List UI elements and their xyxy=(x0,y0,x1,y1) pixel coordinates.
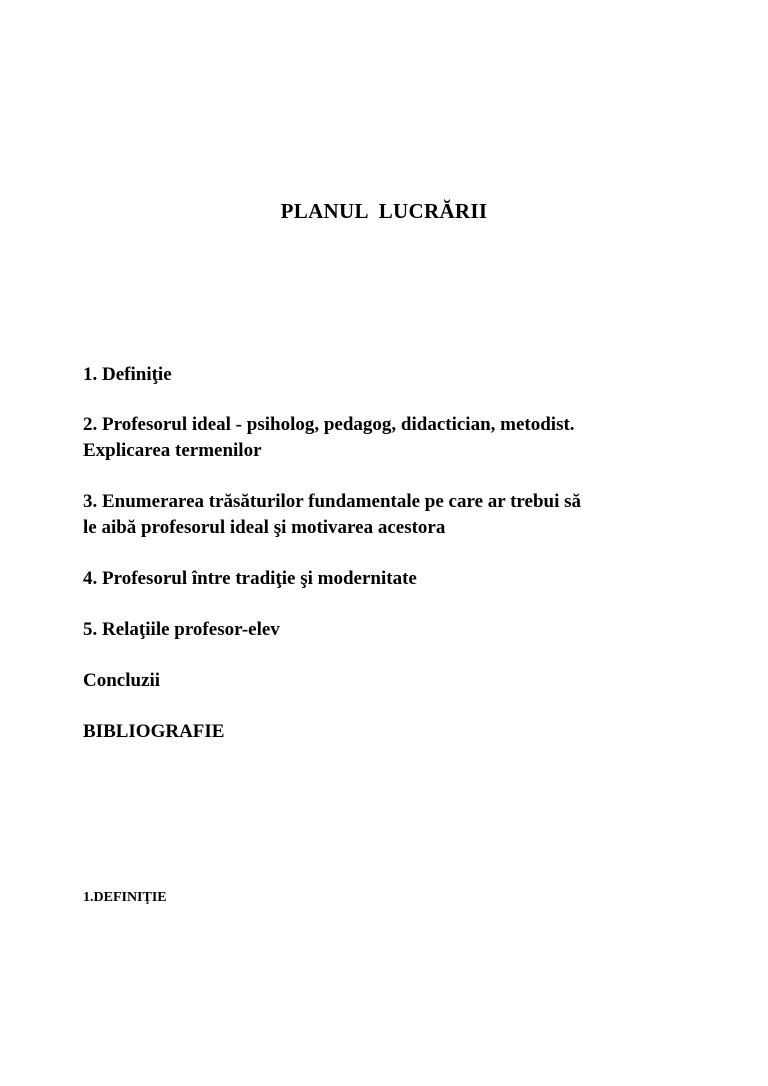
toc-item-definition xyxy=(83,362,703,388)
toc-item-conclusions xyxy=(83,668,703,694)
toc-item-line: 2. Profesorul ideal - psiholog, pedagog, didactician, metodist. xyxy=(83,414,575,435)
toc-item-relations xyxy=(83,617,703,643)
toc-item-line: le aibă profesorul ideal şi motivarea acestora xyxy=(83,517,446,538)
section-heading: 1.DEFINIŢIE xyxy=(83,890,167,905)
toc-item-tradition xyxy=(83,566,703,592)
toc-item-label: BIBLIOGRAFIE xyxy=(83,721,225,742)
toc-item-bibliography xyxy=(83,719,703,745)
toc-item-ideal-teacher xyxy=(83,412,703,464)
page-title: PLANUL LUCRĂRII xyxy=(280,199,488,223)
toc-item-label: Concluzii xyxy=(83,670,161,691)
toc-item-traits xyxy=(83,489,703,541)
toc-item-label: 1. Definiţie xyxy=(83,364,172,385)
toc-item-label: 5. Relaţiile profesor-elev xyxy=(83,619,280,640)
toc-item-line: 3. Enumerarea trăsăturilor fundamentale pe care ar trebui să xyxy=(83,491,581,512)
toc-item-label: 4. Profesorul între tradiţie şi modernitate xyxy=(83,568,417,589)
toc-item-line: Explicarea termenilor xyxy=(83,440,262,461)
